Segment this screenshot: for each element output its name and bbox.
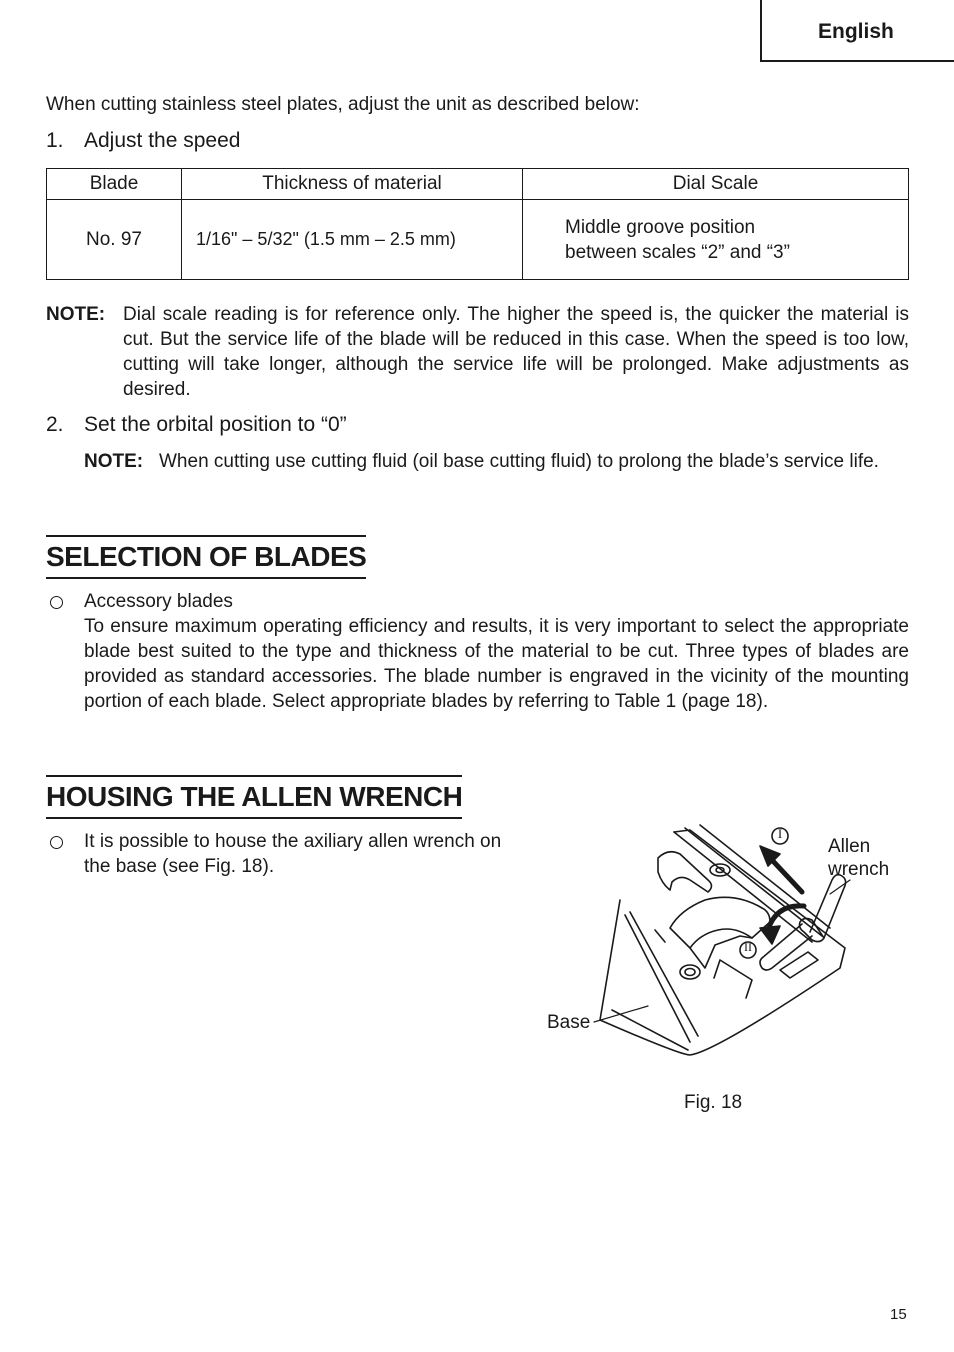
note1-text: Dial scale reading is for reference only. The higher the speed is, the quicker the material is cut. But the service life of the blade will be reduced in this case. When the speed is too low, cutting will take longer, although the service life will be prolonged. Make adjustments as desired. [123,304,909,400]
marker-2-label: II [744,940,752,954]
screw-icon [680,965,700,979]
step2-number: 2. [46,413,64,436]
section-heading-wrench: HOUSING THE ALLEN WRENCH [46,775,462,819]
screw-icon [710,864,730,876]
table-cell-thickness: 1/16" – 5/32" (1.5 mm – 2.5 mm) [182,200,523,280]
figure-caption: Fig. 18 [684,1092,743,1113]
housing-part [658,852,712,892]
allen-wrench-long-arm [810,875,846,938]
marker-1-label: I [777,826,783,841]
step1-text: Adjust the speed [84,129,241,152]
table-header-row [47,169,909,200]
rail-lines [674,825,830,942]
screw-center [685,969,695,976]
language-tab [760,0,954,62]
table-row [47,200,909,280]
table-header-thickness: Thickness of material [182,169,523,200]
dial-line-1: Middle groove position [565,216,756,238]
bullet-circle-icon [50,836,63,849]
wrench-holder [780,952,818,978]
blades-item-title: Accessory blades [84,591,233,612]
page-number: 15 [890,1306,907,1323]
wrench-leader-line [830,880,850,894]
section-heading-blades: SELECTION OF BLADES [46,535,366,579]
intro-text: When cutting stainless steel plates, adjust the unit as described below: [46,94,640,115]
language-label: English [818,20,894,43]
note2-text: When cutting use cutting fluid (oil base cutting fluid) to prolong the blade’s service life. [159,451,879,472]
table-cell-blade: No. 97 [47,200,182,280]
arrow-i-icon [772,860,802,892]
label-allen-wrench [828,835,889,881]
step2-text: Set the orbital position to “0” [84,413,347,436]
bullet-circle-icon [50,596,63,609]
table-header-blade: Blade [47,169,182,200]
speed-table [46,168,909,280]
wrench-item-text: It is possible to house the axiliary allen wrench on the base (see Fig. 18). [84,831,502,877]
dial-line-2: between scales “2” and “3” [565,241,790,263]
arrow-ii-head [760,926,780,944]
label-allen-line1: Allen [828,836,871,857]
step1-number: 1. [46,129,64,152]
note2-label: NOTE: [84,451,144,472]
blades-item-text: To ensure maximum operating efficiency and results, it is very important to select the appropriate blade best suited to the type and thickness of the material to be cut. Three types of blades are provided as standard accessories. The blade number is engraved in the vicinity of the mounting portion of each blade. Select appropriate blades by referring to Table 1 (page 18). [84,616,909,712]
base-slot [655,930,665,942]
label-base: Base [547,1012,591,1033]
label-allen-line2: wrench [828,859,890,880]
table-cell-dial [523,200,909,280]
table-header-dial: Dial Scale [523,169,909,200]
guard-block [714,960,752,998]
note1-label: NOTE: [46,304,106,325]
